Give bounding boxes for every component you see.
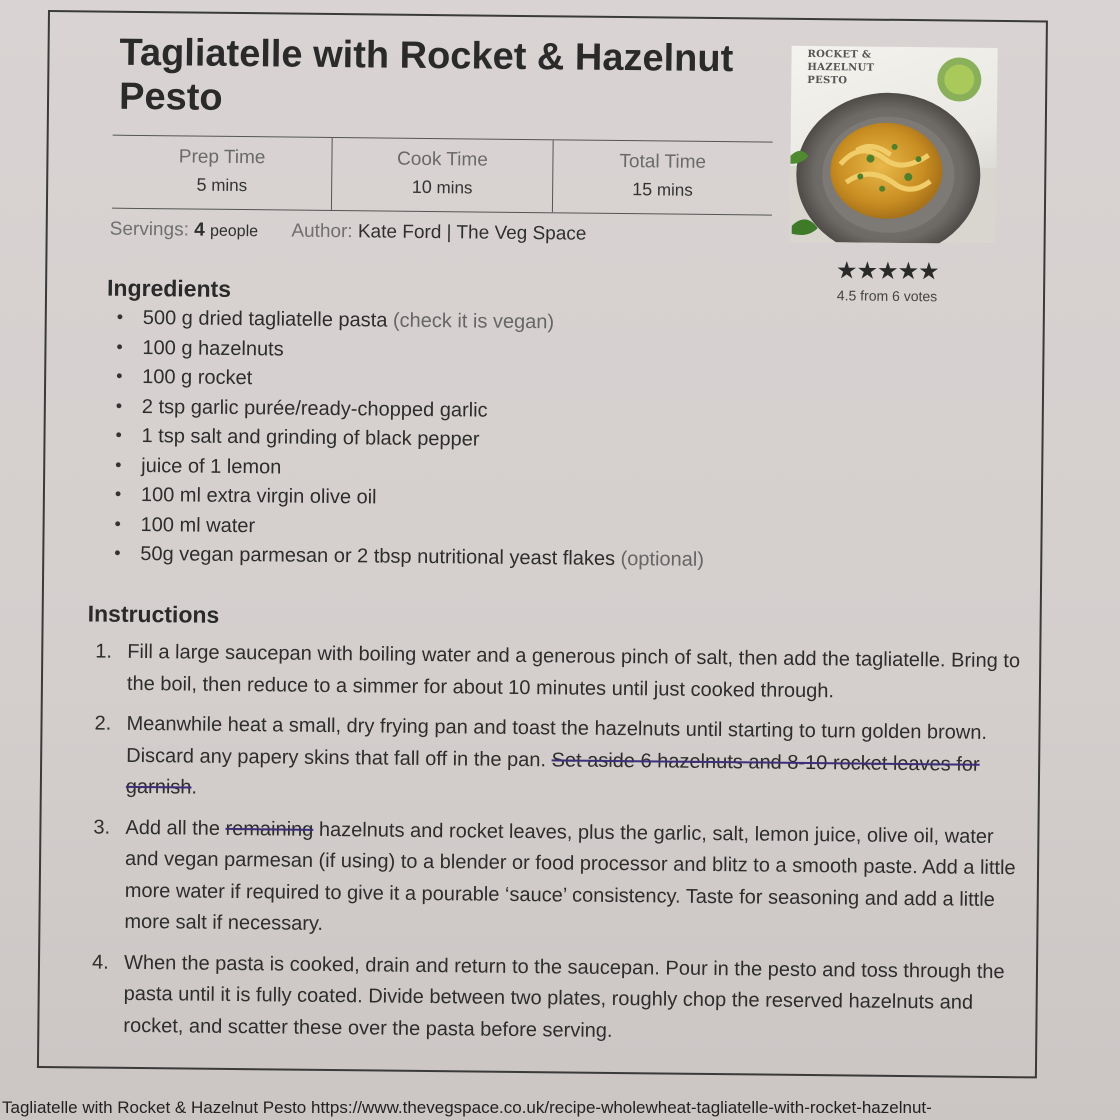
- recipe-title: Tagliatelle with Rocket & Hazelnut Pesto: [118, 31, 734, 119]
- author-label: Author:: [291, 220, 353, 243]
- cook-time-label: Cook Time: [396, 148, 488, 171]
- total-time-label: Total Time: [619, 150, 707, 173]
- instruction-step: 3. Add all the remaining hazelnuts and rocket leaves, plus the garlic, salt, lemon juice, olive oil, water and vegan parmesan (if using) to a blender or food processor and blitz to a smooth paste. Add a little more water if required to give it a pourable ‘sauce’ consistency. Taste for seasoning and add a little more salt if necessary.: [93, 816, 1016, 935]
- cook-time: [331, 138, 552, 212]
- list-item: • 100 ml extra virgin olive oil: [115, 484, 835, 521]
- list-item: • 50g vegan parmesan or 2 tbsp nutritional yeast flakes (optional): [114, 543, 834, 580]
- photo-caption: ROCKET & HAZELNUT PESTO: [807, 48, 875, 87]
- list-item: • juice of 1 lemon: [115, 454, 835, 491]
- recipe-card: [37, 10, 1048, 1078]
- struck-text: Set aside 6 hazelnuts and 8-10 rocket leaves for garnish: [125, 748, 980, 799]
- instructions-heading: Instructions: [87, 600, 220, 628]
- ingredients-heading: Ingredients: [106, 274, 232, 302]
- time-table: [112, 135, 773, 216]
- servings-label: Servings:: [109, 218, 190, 241]
- instruction-step: 2. Meanwhile heat a small, dry frying pan and toast the hazelnuts until starting to turn golden brown. Discard any papery skins that fall off in the pan. Set aside 6 hazelnuts and 8-10 rocket leaves for garnish.: [94, 712, 988, 799]
- star-rating-icon[interactable]: ★★★★★: [835, 257, 939, 286]
- list-item: • 1 tsp salt and grinding of black pepper: [115, 425, 835, 462]
- instructions-list: [91, 637, 1025, 1061]
- recipe-photo: [790, 46, 998, 244]
- list-item: • 100 ml water: [114, 513, 834, 550]
- ingredients-list: [114, 307, 837, 580]
- prep-time-value: 5: [196, 174, 207, 195]
- cook-time-value: 10: [411, 176, 432, 198]
- struck-text: remaining: [225, 817, 314, 841]
- rating: [807, 256, 967, 305]
- prep-time: [112, 136, 332, 210]
- total-time-value: 15: [632, 179, 653, 200]
- servings-value: 4: [194, 219, 205, 241]
- rating-votes: 4.5 from 6 votes: [836, 287, 938, 305]
- cook-time-unit: mins: [436, 178, 473, 198]
- instruction-step: 1. Fill a large saucepan with boiling water and a generous pinch of salt, then add the tagliatelle. Bring to the boil, then reduce to a simmer for about 10 minutes until just cooked through.: [95, 640, 1021, 702]
- total-time: [552, 140, 773, 214]
- list-item: • 2 tsp garlic purée/ready-chopped garlic: [116, 395, 836, 432]
- total-time-unit: mins: [656, 180, 693, 200]
- prep-time-label: Prep Time: [178, 146, 266, 169]
- page-footer-url: Tagliatelle with Rocket & Hazelnut Pesto https://www.thevegspace.co.uk/recipe-wholewheat-tagliatelle-with-rocket-hazelnut-: [2, 1098, 932, 1117]
- recipe-meta: [110, 219, 587, 246]
- list-item: • 100 g hazelnuts: [116, 336, 836, 373]
- servings-unit: people: [209, 222, 259, 241]
- list-item: • 100 g rocket: [116, 366, 836, 403]
- instruction-step: 4. When the pasta is cooked, drain and return to the saucepan. Pour in the pesto and toss through the pasta until it is fully coated. Divide between two plates, roughly chop the reserved hazelnuts and rocket, and scatter these over the pasta before serving.: [91, 951, 1005, 1042]
- prep-time-unit: mins: [211, 175, 248, 196]
- list-item: • 500 g dried tagliatelle pasta (check it is vegan): [117, 307, 837, 344]
- author-value: Kate Ford | The Veg Space: [357, 221, 587, 245]
